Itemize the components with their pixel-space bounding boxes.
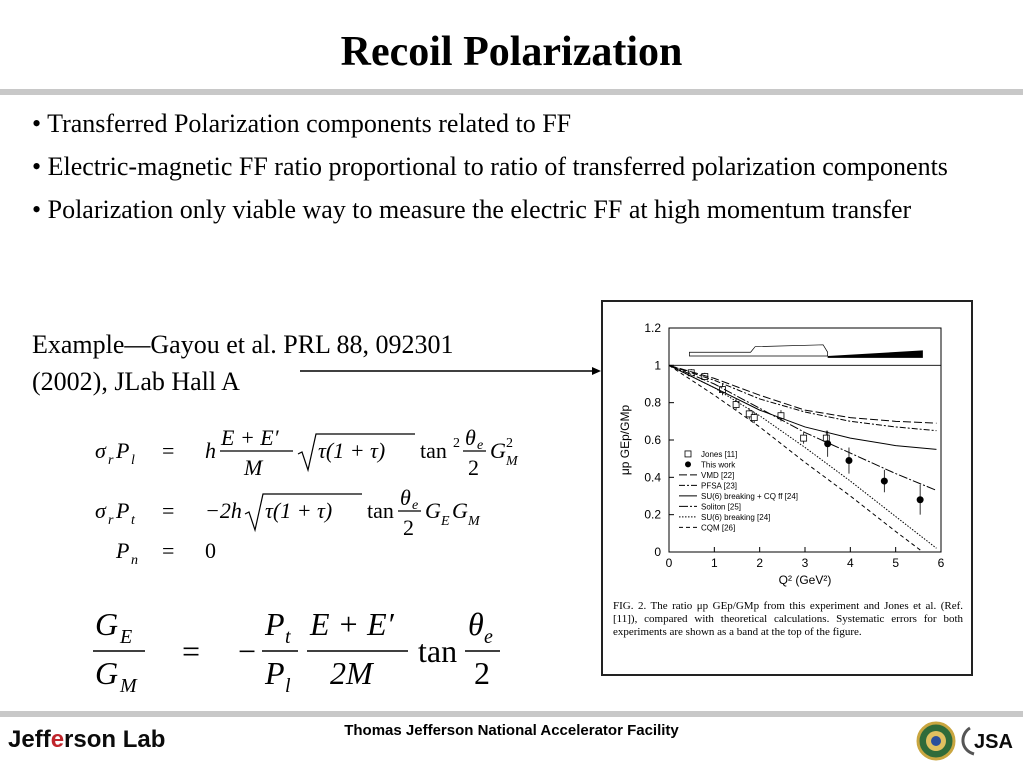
svg-text:θ: θ [465, 425, 476, 450]
citation-line: Example—Gayou et al. PRL 88, 092301 [32, 330, 454, 359]
legend-label: VMD [22] [701, 470, 735, 480]
svg-text:2: 2 [403, 515, 414, 540]
x-tick-label: 5 [892, 556, 900, 570]
y-tick-label: 1.2 [644, 321, 661, 335]
svg-text:−2h: −2h [205, 498, 242, 523]
jones-systematics [689, 345, 827, 356]
svg-text:0: 0 [205, 538, 216, 563]
svg-text:P: P [116, 438, 130, 463]
svg-text:M: M [120, 675, 137, 692]
svg-text:tan: tan [420, 438, 447, 463]
y-tick-label: 0 [654, 545, 661, 559]
bullet-list [32, 102, 992, 231]
svg-text:e: e [412, 498, 419, 513]
svg-text:E: E [441, 514, 450, 529]
x-tick-label: 1 [710, 556, 718, 570]
data-point-this-work [881, 478, 888, 485]
pointer-arrow [300, 362, 602, 382]
svg-text:E + E′: E + E′ [310, 606, 394, 642]
svg-text:=: = [182, 633, 201, 669]
svg-text:2: 2 [468, 455, 479, 480]
doe-seal-icon [916, 721, 956, 761]
svg-text:M: M [244, 455, 263, 480]
citation-line: (2002), JLab Hall A [32, 367, 240, 396]
y-tick-label: 0.8 [644, 395, 661, 410]
jsa-logo-icon [960, 720, 1018, 760]
facility-name: Thomas Jefferson National Accelerator Facility [344, 722, 679, 739]
figure-panel [601, 300, 973, 676]
legend-label: SU(6) breaking + CQ ff [24] [701, 491, 799, 501]
svg-text:−: − [238, 633, 257, 669]
svg-text:2: 2 [474, 655, 490, 691]
legend-label: Soliton [25] [701, 502, 742, 512]
header-divider [0, 89, 1023, 95]
svg-text:E + E′: E + E′ [221, 425, 279, 450]
svg-text:σ: σ [95, 438, 106, 463]
data-point-jones [751, 415, 757, 421]
svg-text:M: M [506, 454, 518, 469]
x-tick-label: 6 [937, 556, 945, 570]
y-tick-label: 0.2 [644, 507, 661, 522]
data-point-this-work [917, 496, 924, 503]
svg-text:P: P [265, 606, 285, 642]
legend-label: This work [701, 460, 736, 470]
svg-text:h: h [205, 438, 216, 463]
svg-text:θ: θ [400, 485, 411, 510]
svg-text:P: P [116, 538, 130, 563]
svg-text:P: P [265, 655, 285, 691]
data-point-jones [801, 435, 807, 441]
svg-text:E: E [120, 626, 133, 648]
svg-text:P: P [116, 498, 130, 523]
svg-text:2M: 2M [330, 655, 373, 691]
svg-text:M: M [468, 514, 480, 529]
x-tick-label: 3 [801, 556, 809, 570]
equation-pn [115, 538, 216, 568]
ratio-chart [603, 302, 971, 598]
svg-text:l: l [131, 453, 135, 468]
bullet-item: • Transferred Polarization components related to FF [32, 109, 572, 138]
x-tick-label: 4 [846, 556, 854, 570]
this-work-systematics [828, 350, 923, 357]
svg-text:2: 2 [453, 436, 460, 451]
equation-pt [95, 485, 481, 540]
svg-text:=: = [162, 538, 175, 563]
svg-text:τ(1 + τ): τ(1 + τ) [318, 438, 386, 463]
svg-text:tan: tan [418, 633, 458, 669]
legend-swatch [685, 451, 691, 457]
svg-text:t: t [131, 513, 135, 528]
svg-text:G: G [490, 438, 506, 463]
svg-text:e: e [477, 438, 484, 453]
svg-text:G: G [95, 606, 119, 642]
footer-divider [0, 711, 1023, 717]
svg-text:G: G [95, 655, 119, 691]
svg-text:θ: θ [468, 606, 484, 642]
svg-text:G: G [425, 498, 441, 523]
legend-label: SU(6) breaking [24] [701, 512, 771, 522]
legend-label: CQM [26] [701, 523, 736, 533]
systematic-error-band [689, 345, 922, 358]
theory-curve [669, 365, 936, 423]
svg-text:r: r [108, 513, 114, 528]
polarization-equations [90, 424, 560, 574]
data-point-jones [823, 435, 829, 441]
legend-label: PFSA [23] [701, 481, 738, 491]
jefferson-lab-logo: Jefferson Lab [8, 726, 166, 753]
chart-axes [618, 321, 945, 587]
svg-text:t: t [285, 626, 291, 648]
svg-text:=: = [162, 498, 175, 523]
y-tick-label: 0.6 [644, 433, 661, 447]
x-tick-label: 0 [665, 556, 673, 570]
ratio-equation [90, 600, 520, 692]
svg-text:=: = [162, 438, 175, 463]
y-tick-label: 1 [654, 358, 661, 373]
bullet-item: • Polarization only viable way to measure the electric FF at high momentum transfer [32, 195, 912, 224]
svg-text:G: G [452, 498, 468, 523]
data-point-this-work [845, 457, 852, 464]
svg-text:σ: σ [95, 498, 106, 523]
svg-text:e: e [484, 626, 493, 648]
svg-text:n: n [131, 553, 138, 568]
chart-legend [679, 450, 798, 533]
figure-caption: FIG. 2. The ratio μp GEp/GMp from this experiment and Jones et al. (Ref. [11]), compared with theoretical calculations. Systematic errors for both experiments are shown as a band at the top of the figure. [613, 600, 963, 638]
legend-swatch [685, 461, 691, 467]
x-tick-label: 2 [756, 556, 764, 570]
svg-text:l: l [285, 675, 291, 692]
y-axis-label: μp GEp/GMp [618, 404, 632, 476]
svg-text:τ(1 + τ): τ(1 + τ) [265, 498, 333, 523]
x-axis-label: Q² (GeV²) [778, 573, 832, 587]
svg-text:tan: tan [367, 498, 394, 523]
equation-pl [95, 425, 519, 480]
y-tick-label: 0.4 [644, 470, 661, 485]
svg-text:2: 2 [506, 436, 513, 451]
svg-text:r: r [108, 453, 114, 468]
svg-text:JSA: JSA [974, 731, 1013, 753]
bullet-item: • Electric-magnetic FF ratio proportional to ratio of transferred polarization components [32, 152, 948, 181]
slide-title: Recoil Polarization [340, 29, 683, 75]
legend-label: Jones [11] [701, 449, 738, 459]
